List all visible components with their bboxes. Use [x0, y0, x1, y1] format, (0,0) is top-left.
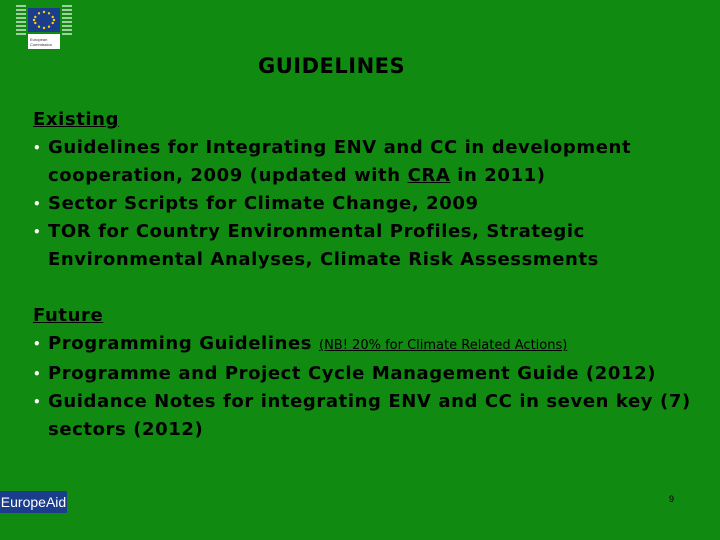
bullet-dot-icon: • [33, 367, 42, 381]
bullet-dot-icon: • [33, 141, 42, 155]
future-bullet-2-text: Programme and Project Cycle Management Guide (2012) [48, 363, 657, 384]
logo-text-line1: European [30, 37, 48, 42]
future-bullet-1-text: Programming Guidelines [48, 333, 319, 354]
future-heading: Future [33, 305, 104, 326]
european-commission-logo [14, 4, 74, 50]
future-bullet-3-text: Guidance Notes for integrating ENV and CC in seven key (7) sectors (2012) [48, 391, 691, 440]
europeaid-brand: EuropeAid [0, 491, 67, 513]
existing-bullet-1 [33, 134, 693, 190]
future-section [33, 302, 693, 444]
future-bullet-1 [33, 330, 693, 360]
existing-bullet-1-text: Guidelines for Integrating ENV and CC in development cooperation, 2009 (updated with [48, 137, 632, 186]
climate-actions-note: (NB! 20% for Climate Related Actions) [319, 338, 568, 353]
future-bullet-2 [33, 360, 693, 388]
bullet-dot-icon: • [33, 225, 42, 239]
existing-bullet-2 [33, 190, 693, 218]
existing-bullet-1-suffix: in 2011) [450, 165, 546, 186]
logo-text-line2: Commission [30, 42, 53, 47]
existing-heading: Existing [33, 109, 120, 130]
existing-section [33, 106, 693, 274]
bullet-dot-icon: • [33, 337, 42, 351]
existing-bullet-3 [33, 218, 693, 274]
bullet-dot-icon: • [33, 197, 42, 211]
future-bullet-3 [33, 388, 693, 444]
page-number: 9 [669, 494, 675, 504]
cra-abbreviation: CRA [407, 165, 451, 186]
existing-bullet-3-text: TOR for Country Environmental Profiles, Strategic Environmental Analyses, Climate Risk Assessments [48, 221, 599, 270]
bullet-dot-icon: • [33, 395, 42, 409]
existing-bullet-2-text: Sector Scripts for Climate Change, 2009 [48, 193, 479, 214]
slide-title: GUIDELINES [258, 54, 406, 78]
